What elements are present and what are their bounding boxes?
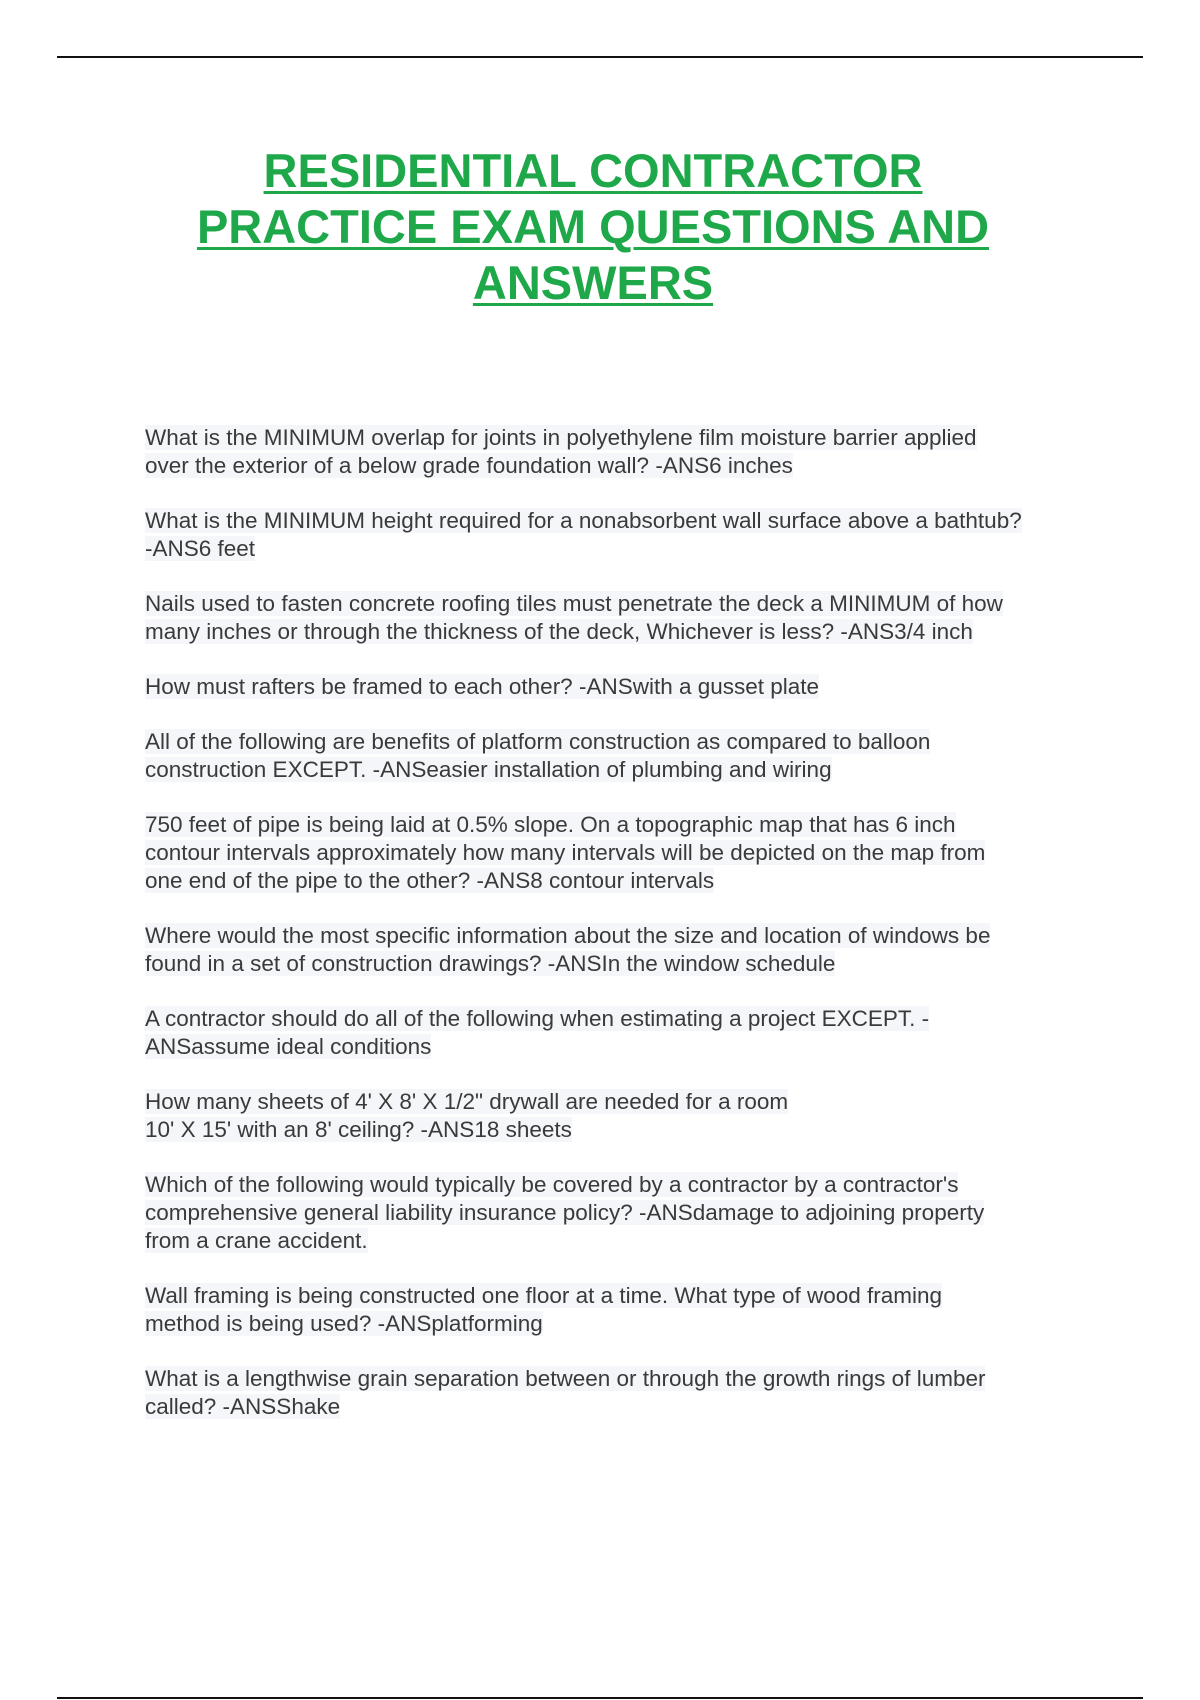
qa-item bbox=[145, 922, 1095, 978]
qa-item-text: What is the MINIMUM overlap for joints in polyethylene film moisture barrier applied over the exterior of a below grade foundation wall? -ANS6 inches bbox=[145, 425, 977, 478]
qa-item-text: Where would the most specific information about the size and location of windows be found in a set of construction drawings? -ANSIn the window schedule bbox=[145, 923, 991, 976]
qa-item bbox=[145, 1171, 1095, 1255]
qa-item bbox=[145, 590, 1095, 646]
qa-item-text: All of the following are benefits of platform construction as compared to balloon construction EXCEPT. -ANSeasier installation of plumbing and wiring bbox=[145, 729, 931, 782]
qa-item bbox=[145, 811, 1095, 895]
qa-item bbox=[145, 1005, 1095, 1061]
qa-item-text: What is the MINIMUM height required for a nonabsorbent wall surface above a bathtub? -ANS6 feet bbox=[145, 508, 1022, 561]
qa-item-text: Wall framing is being constructed one floor at a time. What type of wood framing method is being used? -ANSplatforming bbox=[145, 1283, 943, 1336]
qa-item-text: 750 feet of pipe is being laid at 0.5% slope. On a topographic map that has 6 inch contour intervals approximately how many intervals will be depicted on the map from one end of the pipe to the other? -ANS8 contour intervals bbox=[145, 812, 986, 893]
qa-item bbox=[145, 507, 1095, 563]
qa-item bbox=[145, 1088, 1095, 1144]
qa-item bbox=[145, 1365, 1095, 1421]
qa-item-text: Nails used to fasten concrete roofing tiles must penetrate the deck a MINIMUM of how many inches or through the thickness of the deck, Whichever is less? -ANS3/4 inch bbox=[145, 591, 1003, 644]
qa-item-text: A contractor should do all of the following when estimating a project EXCEPT. - ANSassume ideal conditions bbox=[145, 1006, 930, 1059]
qa-item bbox=[145, 728, 1095, 784]
qa-item-text: How many sheets of 4' X 8' X 1/2" drywall are needed for a room 10' X 15' with an 8' ceiling? -ANS18 sheets bbox=[145, 1089, 789, 1142]
qa-item-text: What is a lengthwise grain separation between or through the growth rings of lumber called? -ANSShake bbox=[145, 1366, 986, 1419]
qa-item-text: How must rafters be framed to each other? -ANSwith a gusset plate bbox=[145, 674, 820, 699]
qa-item bbox=[145, 1282, 1095, 1338]
qa-item bbox=[145, 673, 1095, 701]
page-title: RESIDENTIAL CONTRACTOR PRACTICE EXAM QUESTIONS AND ANSWERS bbox=[196, 144, 990, 309]
qa-list bbox=[145, 424, 1095, 1448]
qa-item-text: Which of the following would typically be covered by a contractor by a contractor's comprehensive general liability insurance policy? -ANSdamage to adjoining property from a crane accident. bbox=[145, 1172, 985, 1253]
top-rule bbox=[57, 56, 1143, 58]
bottom-rule bbox=[57, 1697, 1143, 1699]
qa-item bbox=[145, 424, 1095, 480]
